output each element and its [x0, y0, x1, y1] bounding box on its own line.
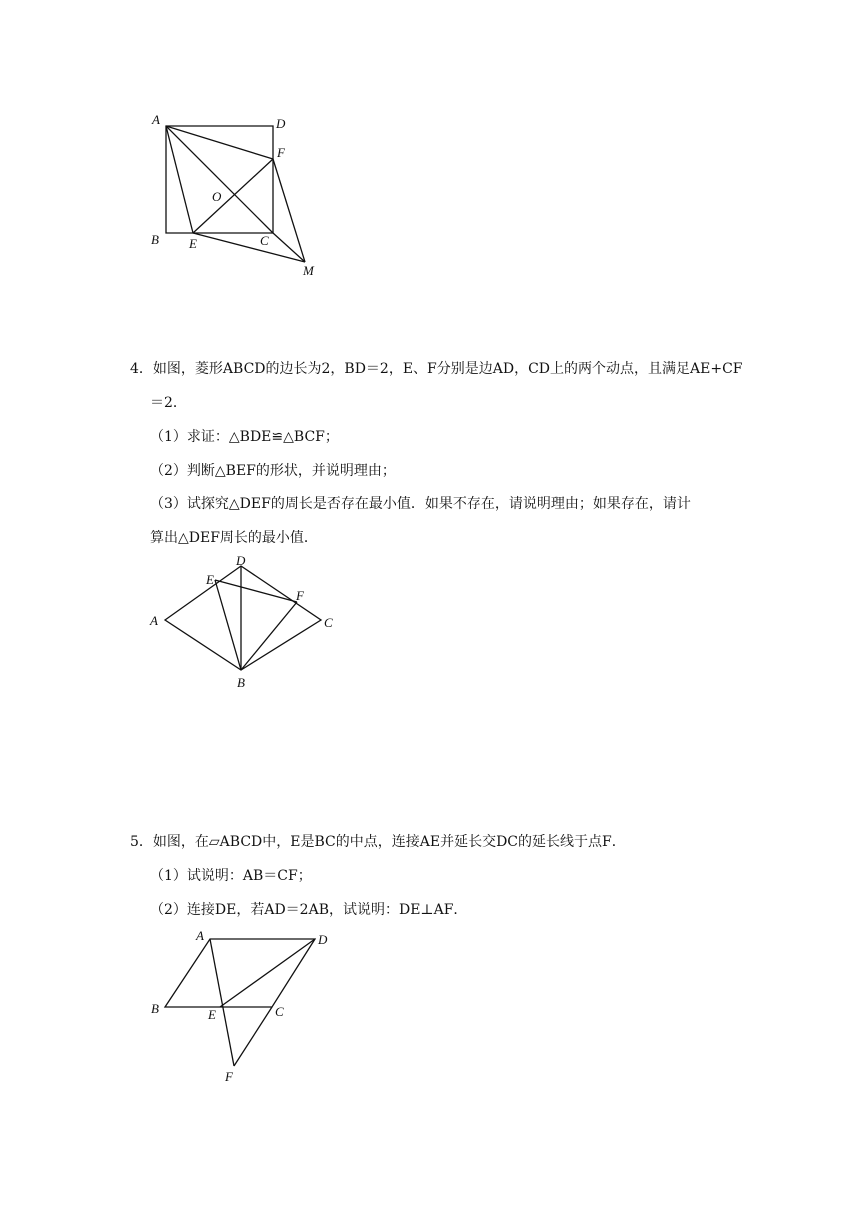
label-a: A	[150, 613, 158, 628]
label-d: D	[236, 553, 246, 568]
q4-part3b: 算出△DEF周长的最小值．	[150, 530, 318, 546]
label-b: B	[151, 232, 159, 247]
segment-ae	[166, 126, 193, 233]
parallelogram-outline	[165, 939, 315, 1007]
segment-fm	[273, 159, 305, 262]
q5-part2: （2）连接DE，若AD＝2AB，试说明：DE⊥AF．	[150, 902, 468, 918]
label-c: C	[260, 233, 269, 248]
label-a: A	[152, 112, 160, 127]
figure-parallelogram-svg	[140, 925, 350, 1090]
label-o: O	[212, 189, 222, 204]
q5-line1: 5．如图，在▱ABCD中，E是BC的中点，连接AE并延长交DC的延长线于点F．	[130, 834, 626, 850]
label-f: F	[296, 588, 304, 603]
segment-af	[210, 939, 234, 1066]
label-b: B	[151, 1001, 159, 1016]
label-e: E	[208, 1007, 216, 1022]
label-m: M	[303, 263, 314, 278]
q4-part2: （2）判断△BEF的形状，并说明理由；	[150, 463, 396, 479]
figure-rhombus-svg	[140, 550, 350, 695]
rhombus-outline	[165, 566, 321, 670]
label-c: C	[324, 615, 333, 630]
figure-square-svg	[140, 105, 340, 285]
figure-parallelogram-abcd	[140, 925, 350, 1090]
q4-line1: 4．如图，菱形ABCD的边长为2，BD＝2，E、F分别是边AD，CD上的两个动点，且满足AE+CF	[130, 361, 743, 377]
segment-cf	[234, 1007, 272, 1066]
q5-part1: （1）试说明：AB＝CF；	[150, 868, 312, 884]
label-e: E	[189, 236, 197, 251]
label-f: F	[225, 1069, 233, 1084]
label-d: D	[318, 932, 328, 947]
label-a: A	[196, 928, 204, 943]
label-b: B	[237, 675, 245, 690]
label-e: E	[206, 572, 214, 587]
segment-bf	[241, 602, 297, 670]
q4-part1: （1）求证：△BDE≌△BCF；	[150, 429, 339, 445]
q4-part3a: （3）试探究△DEF的周长是否存在最小值．如果不存在，请说明理由；如果存在，请计	[150, 496, 691, 512]
label-d: D	[276, 116, 286, 131]
figure-square-abcd	[140, 105, 340, 285]
label-f: F	[277, 145, 285, 160]
segment-de	[220, 939, 315, 1007]
label-c: C	[275, 1004, 284, 1019]
segment-ef	[215, 580, 297, 602]
segment-be	[215, 580, 241, 670]
q4-line2: ＝2．	[150, 395, 187, 411]
figure-rhombus-abcd	[140, 550, 350, 695]
